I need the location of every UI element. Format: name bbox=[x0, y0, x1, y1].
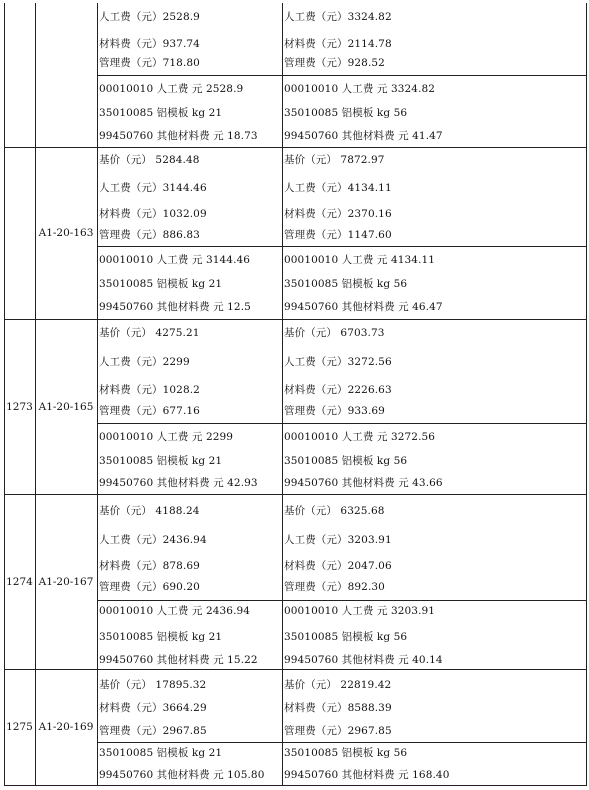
left-cost-summary-line: 材料费（元）878.69 bbox=[99, 560, 200, 572]
row-number: 1274 bbox=[6, 575, 33, 588]
left-cost-summary-line: 基价（元） 4275.21 bbox=[99, 327, 200, 339]
left-resource-item-line: 99450760 其他材料费 元 105.80 bbox=[99, 769, 265, 781]
right-cost-summary-line: 基价（元） 6703.73 bbox=[284, 327, 385, 339]
left-cost-summary-line: 材料费（元）3664.29 bbox=[99, 702, 207, 714]
left-resource-item-line: 35010085 铝模板 kg 21 bbox=[99, 631, 223, 643]
left-cost-summary-line: 人工费（元）2436.94 bbox=[99, 534, 207, 546]
right-resource-item-line: 00010010 人工费 元 3272.56 bbox=[284, 431, 436, 443]
left-resource-item-line: 99450760 其他材料费 元 18.73 bbox=[99, 130, 258, 142]
left-cost-summary-line: 人工费（元）2528.9 bbox=[99, 11, 200, 23]
table-horizontal-rule bbox=[4, 147, 587, 148]
right-resource-item-line: 00010010 人工费 元 4134.11 bbox=[284, 254, 436, 266]
left-resource-item-line: 00010010 人工费 元 2528.9 bbox=[99, 83, 244, 95]
left-resource-item-line: 35010085 铝模板 kg 21 bbox=[99, 747, 223, 759]
right-cost-summary-line: 材料费（元）8588.39 bbox=[284, 702, 392, 714]
right-cost-summary-line: 人工费（元）3272.56 bbox=[284, 356, 392, 368]
right-cost-summary-line: 基价（元） 22819.42 bbox=[284, 679, 392, 691]
left-resource-item-line: 99450760 其他材料费 元 12.5 bbox=[99, 301, 251, 313]
right-cost-summary-line: 管理费（元）933.69 bbox=[284, 405, 385, 417]
left-cost-summary-line: 管理费（元）690.20 bbox=[99, 581, 200, 593]
right-cost-summary-line: 基价（元） 6325.68 bbox=[284, 505, 385, 517]
right-cost-summary-line: 管理费（元）2967.85 bbox=[284, 725, 392, 737]
table-horizontal-rule bbox=[97, 246, 587, 247]
left-resource-item-line: 35010085 铝模板 kg 21 bbox=[99, 278, 223, 290]
left-resource-item-line: 35010085 铝模板 kg 21 bbox=[99, 455, 223, 467]
right-resource-item-line: 99450760 其他材料费 元 41.47 bbox=[284, 130, 443, 142]
right-resource-item-line: 00010010 人工费 元 3203.91 bbox=[284, 605, 436, 617]
quota-code: A1-20-169 bbox=[38, 721, 94, 733]
left-resource-item-line: 00010010 人工费 元 2436.94 bbox=[99, 605, 251, 617]
right-cost-summary-line: 材料费（元）2226.63 bbox=[284, 384, 392, 396]
left-resource-item-line: 99450760 其他材料费 元 42.93 bbox=[99, 477, 258, 489]
right-cost-summary-line: 管理费（元）928.52 bbox=[284, 57, 385, 69]
left-cost-summary-line: 基价（元） 5284.48 bbox=[99, 154, 200, 166]
table-horizontal-rule bbox=[4, 785, 587, 786]
left-cost-summary-line: 基价（元） 4188.24 bbox=[99, 505, 200, 517]
quota-code: A1-20-167 bbox=[38, 575, 94, 588]
right-resource-item-line: 99450760 其他材料费 元 40.14 bbox=[284, 654, 443, 666]
left-resource-item-line: 35010085 铝模板 kg 21 bbox=[99, 107, 223, 119]
left-cost-summary-line: 基价（元） 17895.32 bbox=[99, 679, 207, 691]
right-cost-summary-line: 基价（元） 7872.97 bbox=[284, 154, 385, 166]
left-cost-summary-line: 人工费（元）2299 bbox=[99, 356, 190, 368]
right-resource-item-line: 35010085 铝模板 kg 56 bbox=[284, 107, 408, 119]
left-cost-summary-line: 管理费（元）2967.85 bbox=[99, 725, 207, 737]
table-horizontal-rule bbox=[4, 494, 587, 495]
right-resource-item-line: 35010085 铝模板 kg 56 bbox=[284, 278, 408, 290]
left-resource-item-line: 00010010 人工费 元 3144.46 bbox=[99, 254, 251, 266]
left-cost-summary-line: 管理费（元）677.16 bbox=[99, 405, 200, 417]
left-cost-summary-line: 管理费（元）886.83 bbox=[99, 229, 200, 241]
right-resource-item-line: 99450760 其他材料费 元 43.66 bbox=[284, 477, 443, 489]
right-cost-summary-line: 材料费（元）2114.78 bbox=[284, 38, 392, 50]
right-cost-summary-line: 管理费（元）1147.60 bbox=[284, 229, 392, 241]
table-horizontal-rule bbox=[97, 742, 587, 743]
table-horizontal-rule bbox=[4, 669, 587, 670]
table-horizontal-rule bbox=[97, 600, 587, 601]
right-resource-item-line: 99450760 其他材料费 元 168.40 bbox=[284, 769, 450, 781]
right-resource-item-line: 99450760 其他材料费 元 46.47 bbox=[284, 301, 443, 313]
table-horizontal-rule bbox=[4, 319, 587, 320]
right-resource-item-line: 35010085 铝模板 kg 56 bbox=[284, 631, 408, 643]
right-cost-summary-line: 人工费（元）4134.11 bbox=[284, 182, 392, 194]
right-cost-summary-line: 材料费（元）2047.06 bbox=[284, 560, 392, 572]
row-number: 1273 bbox=[6, 400, 33, 413]
right-resource-item-line: 35010085 铝模板 kg 56 bbox=[284, 747, 408, 759]
right-resource-item-line: 35010085 铝模板 kg 56 bbox=[284, 455, 408, 467]
left-cost-summary-line: 材料费（元）937.74 bbox=[99, 38, 200, 50]
right-cost-summary-line: 管理费（元）892.30 bbox=[284, 581, 385, 593]
quota-code: A1-20-165 bbox=[38, 400, 94, 413]
row-number: 1275 bbox=[6, 721, 33, 733]
left-resource-item-line: 00010010 人工费 元 2299 bbox=[99, 431, 234, 443]
left-resource-item-line: 99450760 其他材料费 元 15.22 bbox=[99, 654, 258, 666]
right-cost-summary-line: 人工费（元）3203.91 bbox=[284, 534, 392, 546]
left-cost-summary-line: 管理费（元）718.80 bbox=[99, 57, 200, 69]
table-horizontal-rule bbox=[97, 423, 587, 424]
quota-code: A1-20-163 bbox=[38, 227, 94, 239]
table-horizontal-rule bbox=[97, 75, 587, 76]
left-cost-summary-line: 材料费（元）1028.2 bbox=[99, 384, 200, 396]
left-cost-summary-line: 人工费（元）3144.46 bbox=[99, 182, 207, 194]
right-cost-summary-line: 材料费（元）2370.16 bbox=[284, 208, 392, 220]
right-cost-summary-line: 人工费（元）3324.82 bbox=[284, 11, 392, 23]
left-cost-summary-line: 材料费（元）1032.09 bbox=[99, 208, 207, 220]
right-resource-item-line: 00010010 人工费 元 3324.82 bbox=[284, 83, 436, 95]
